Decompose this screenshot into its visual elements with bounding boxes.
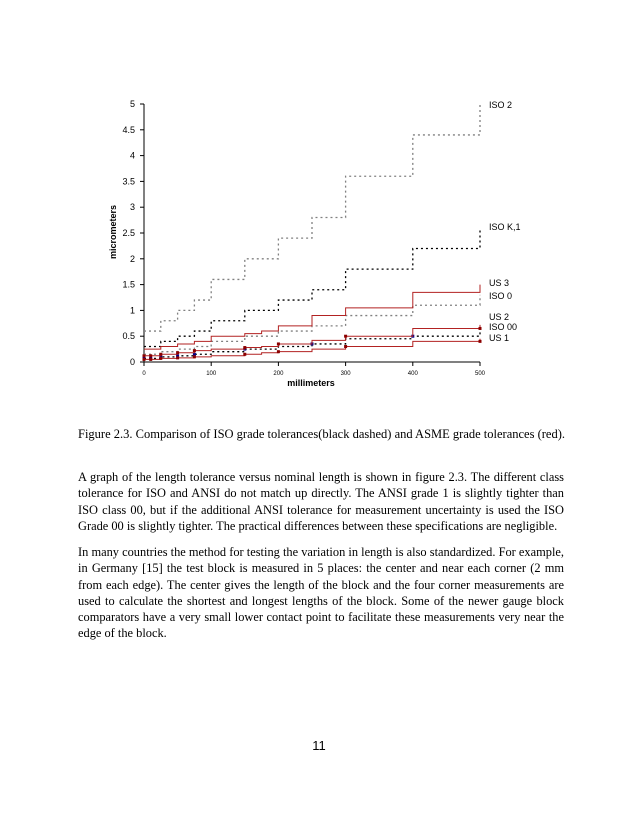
- series-point: [277, 342, 280, 345]
- x-tick-label: 500: [474, 371, 486, 377]
- series-point: [176, 356, 179, 359]
- y-tick-label: 2.5: [122, 228, 135, 238]
- series-point: [193, 355, 196, 358]
- y-tick-label: 1: [129, 305, 135, 316]
- tolerance-chart: [0, 0, 638, 410]
- series-label: ISO 2: [489, 100, 513, 110]
- page-number: 11: [312, 738, 326, 753]
- series-point: [243, 353, 246, 356]
- series-point: [479, 340, 482, 343]
- x-tick-label: 400: [407, 371, 418, 377]
- chart-series-labels: [489, 100, 521, 343]
- body-paragraph-2: In many countries the method for testing the variation in length is also standardized. For example, in Germany [15] the test block is measured in 5 places: the center and near each corner (2 mm from each edge). The center gives the length of the block and the four corner measurements are used to calculate the shortest and longest lengths of the block. Some of the newer gauge block comparators have a very small lower contact point to facilitate these measurements very near the edge of the block.: [78, 545, 564, 641]
- series-point: [159, 357, 162, 360]
- series-point: [149, 354, 152, 357]
- series-point: [149, 358, 152, 361]
- y-tick-label: 5: [129, 99, 135, 109]
- y-tick-label: 1.5: [122, 279, 135, 290]
- x-tick-label: 0: [142, 371, 146, 377]
- x-tick-label: 200: [273, 371, 284, 377]
- series-line: [144, 104, 480, 331]
- series-point: [143, 358, 146, 361]
- series-label: ISO 0: [489, 291, 513, 301]
- series-point: [193, 349, 196, 352]
- figure-caption: Figure 2.3. Comparison of ISO grade tolerances(black dashed) and ASME grade tolerances (red).: [78, 427, 565, 441]
- chart-tick-labels: [122, 99, 485, 377]
- series-point: [344, 345, 347, 348]
- series-point: [277, 350, 280, 353]
- series-point: [479, 327, 482, 330]
- y-tick-label: 0.5: [122, 331, 135, 342]
- y-tick-label: 0: [129, 357, 135, 367]
- series-label: ISO 00: [489, 322, 518, 332]
- series-label: US 2: [489, 312, 510, 322]
- series-point: [243, 346, 246, 349]
- chart-series: [143, 104, 482, 361]
- y-tick-label: 4.5: [122, 124, 135, 135]
- y-tick-label: 2: [129, 253, 135, 264]
- series-point: [159, 353, 162, 356]
- x-axis-label: millimeters: [287, 378, 335, 388]
- series-point: [176, 351, 179, 354]
- y-tick-label: 4: [129, 150, 135, 161]
- x-tick-label: 300: [340, 371, 351, 377]
- y-tick-label: 3: [129, 202, 135, 213]
- series-label: ISO K,1: [489, 222, 521, 232]
- series-label: US 3: [489, 278, 510, 288]
- series-label: US 1: [489, 333, 510, 343]
- body-paragraph-1: A graph of the length tolerance versus nominal length is shown in figure 2.3. The different class tolerance for ISO and ANSI do not match up directly. The ANSI grade 1 is slightly tighter than ISO class 00, but if the additional ANSI tolerance for measurement uncertainty is used the ISO Grade 00 is slightly tighter. The practical differences between these specifications are negligible.: [78, 470, 564, 533]
- series-point: [143, 354, 146, 357]
- x-tick-label: 100: [206, 371, 217, 377]
- y-axis-label: micrometers: [108, 204, 118, 260]
- y-tick-label: 3.5: [122, 176, 135, 187]
- chart-axes: [140, 104, 480, 366]
- series-point: [344, 335, 347, 338]
